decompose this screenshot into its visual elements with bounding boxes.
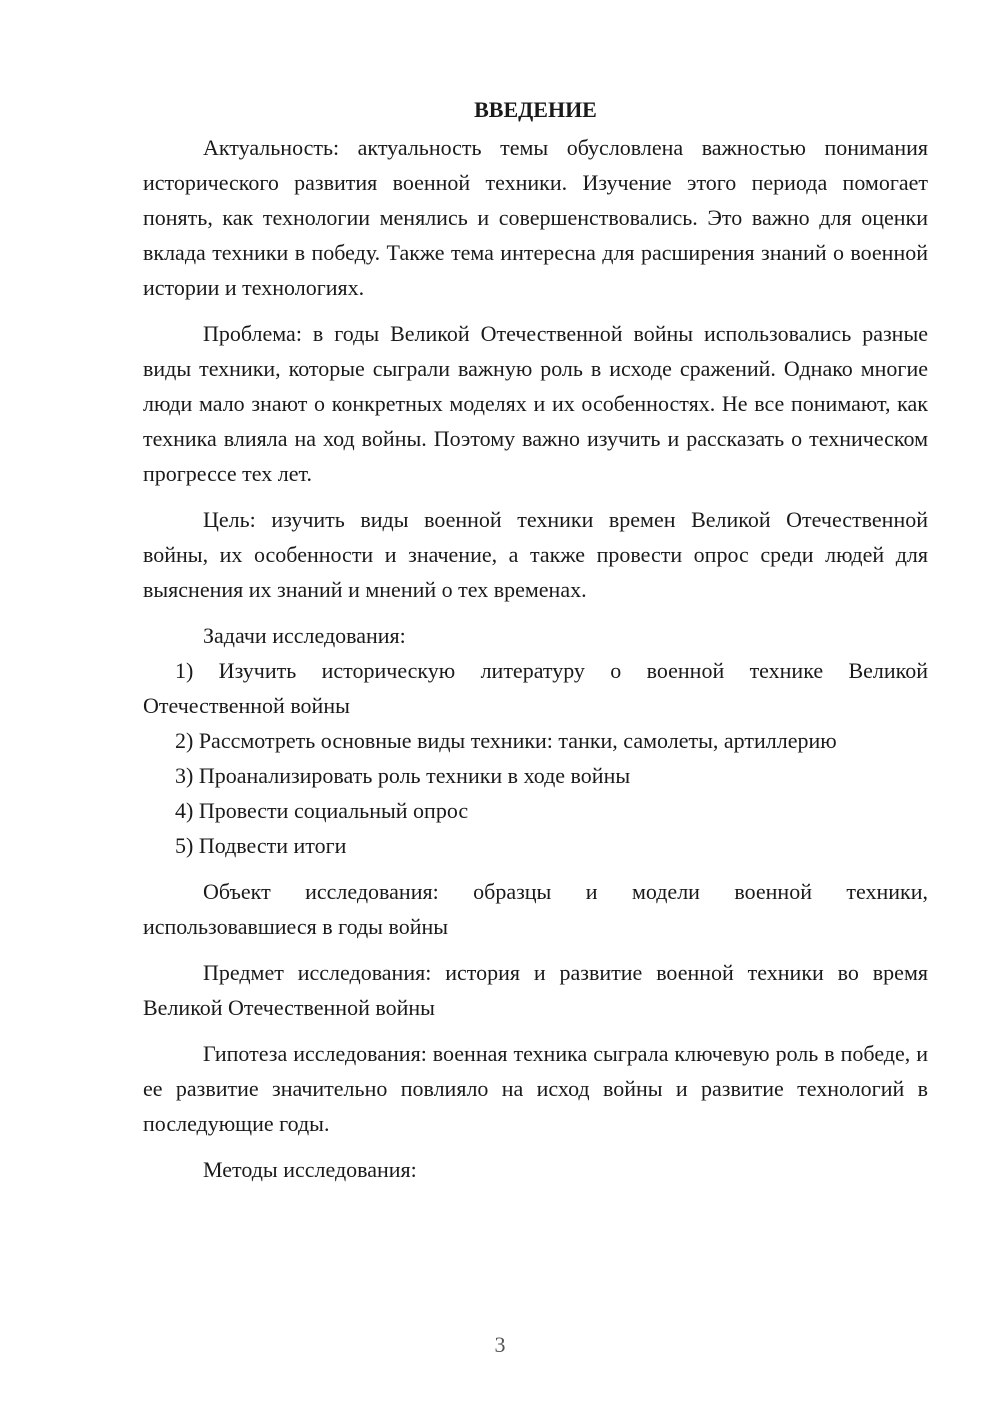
hypothesis-paragraph: Гипотеза исследования: военная техника сыграла ключевую роль в победе, и ее развитие значительно повлияло на исход войны и развитие технологий в последующие годы.: [143, 1041, 928, 1136]
section-title: ВВЕДЕНИЕ: [474, 97, 597, 122]
goal-paragraph: Цель: изучить виды военной техники времен Великой Отечественной войны, их особенности и значение, а также провести опрос среди людей для выяснения их знаний и мнений о тех временах.: [143, 507, 928, 602]
tasks-heading: Задачи исследования:: [203, 623, 406, 648]
document-page: [143, 92, 928, 1187]
methods-heading: Методы исследования:: [203, 1157, 417, 1182]
page-number: 3: [494, 1332, 506, 1357]
task-item: 5) Подвести итоги: [175, 833, 347, 858]
task-item: 4) Провести социальный опрос: [175, 798, 469, 823]
task-item: 1) Изучить историческую литературу о военной технике Великой Отечественной войны: [143, 658, 928, 718]
problem-paragraph: Проблема: в годы Великой Отечественной войны использовались разные виды техники, которые сыграли важную роль в исходе сражений. Однако многие люди мало знают о конкретных моделях и их особенностях. Не все понимают, как техника влияла на ход войны. Поэтому важно изучить и рассказать о техническом прогрессе тех лет.: [143, 321, 928, 486]
task-item: 2) Рассмотреть основные виды техники: танки, самолеты, артиллерию: [175, 728, 837, 753]
subject-paragraph: Предмет исследования: история и развитие военной техники во время Великой Отечественной войны: [143, 960, 928, 1020]
task-item: 3) Проанализировать роль техники в ходе войны: [175, 763, 631, 788]
relevance-paragraph: Актуальность: актуальность темы обусловлена важностью понимания исторического развития военной техники. Изучение этого периода помогает понять, как технологии менялись и совершенствовались. Это важно для оценки вклада техники в победу. Также тема интересна для расширения знаний о военной истории и технологиях.: [143, 135, 928, 300]
object-paragraph: Объект исследования: образцы и модели военной техники, использовавшиеся в годы войны: [143, 879, 928, 939]
